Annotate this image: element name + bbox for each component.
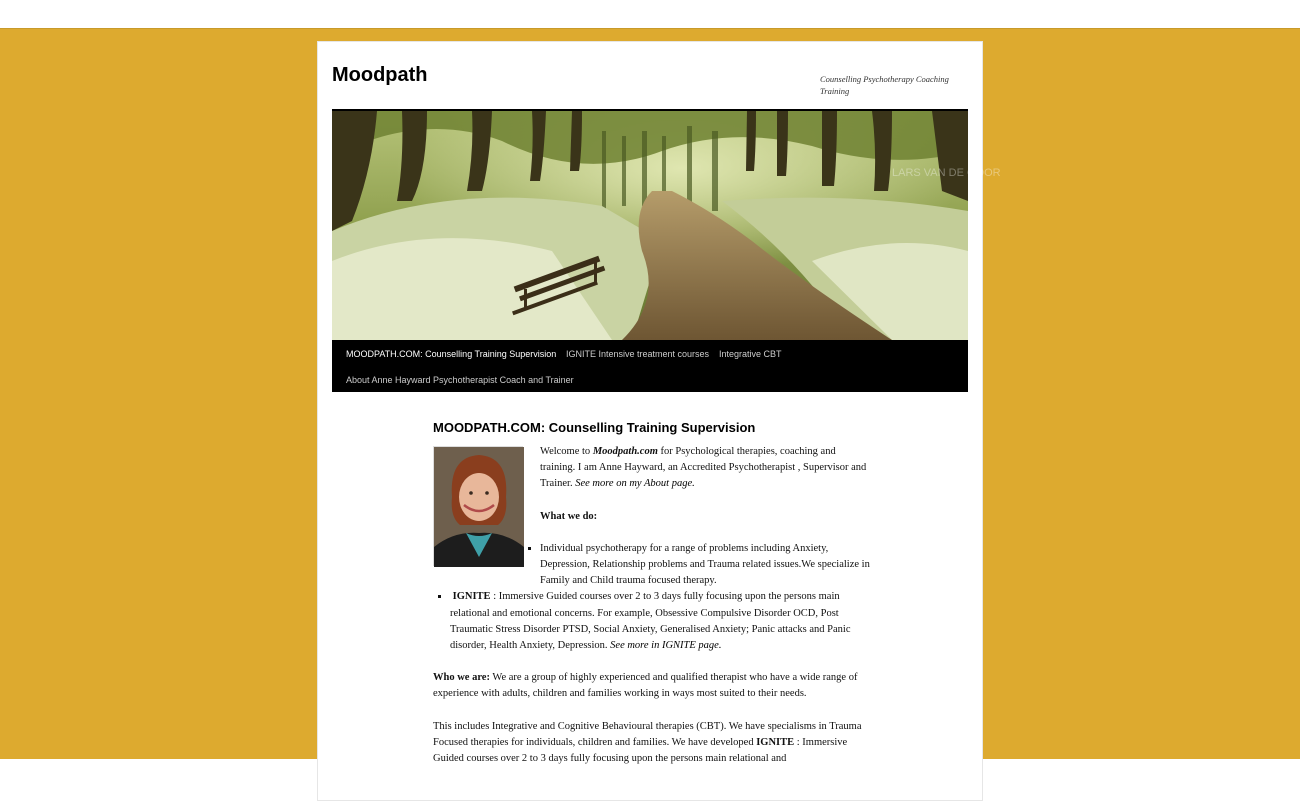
ignite-label: IGNITE xyxy=(452,591,491,603)
services-list-continued xyxy=(450,589,873,654)
site-description: Counselling Psychotherapy Coaching Training xyxy=(820,74,949,96)
browser-viewport xyxy=(0,28,1300,765)
list-item-ignite: ▪ IGNITE : Immersive Guided courses over 2 to 3 days fully focusing upon the persons main relational and emotional concerns. For example, Obsessive Compulsive Disorder OCD, Post Traumatic Stress Disorder PTSD, Social Anxiety, Generalised Anxiety; Panic attacks and Panic disorder, Health Anxiety, Depression. See more in IGNITE page. xyxy=(450,589,873,654)
nav-item-ignite[interactable]: IGNITE Intensive treatment courses xyxy=(566,349,710,359)
ignite-page-link[interactable]: See more in IGNITE page. xyxy=(610,640,722,652)
nav-item-about[interactable]: About Anne Hayward Psychotherapist Coach and Trainer xyxy=(346,375,574,385)
who-we-are-label: Who we are: xyxy=(433,672,490,684)
list-item-psychotherapy: ▪ Individual psychotherapy for a range of problems including Anxiety, Depression, Relationship problems and Trauma related issues.We specialize in Family and Child trauma focused therapy. xyxy=(539,541,873,590)
nav-item-home[interactable]: MOODPATH.COM: Counselling Training Supervision xyxy=(346,349,557,359)
entry-title: MOODPATH.COM: Counselling Training Supervision xyxy=(433,420,756,435)
nav-item-integrative-cbt[interactable]: Integrative CBT xyxy=(719,349,782,359)
header-image xyxy=(332,109,1001,340)
main-navigation xyxy=(332,340,968,392)
services-list xyxy=(539,541,873,590)
forest-path-image xyxy=(332,111,1001,340)
portrait-photo xyxy=(433,446,523,566)
watermark-text: LARS VAN DE GOOR xyxy=(892,167,1001,179)
welcome-text: for Psychological therapies, coaching and training. I am Anne Hayward, an Accredited Psychotherapist , Supervisor and Trainer. xyxy=(540,446,867,490)
entry-content xyxy=(433,418,873,783)
page-wrapper xyxy=(317,41,1001,801)
about-page-link[interactable]: See more on my About page. xyxy=(575,478,695,490)
includes-paragraph: This includes Integrative and Cognitive Behavioural therapies (CBT). We have specialisms in Trauma Focused therapies for individuals, children and families. We have developed IGNITE : Immersive Guided courses over 2 to 3 days fully focusing upon the persons main relational and xyxy=(433,720,862,765)
what-we-do-heading: What we do: xyxy=(540,510,598,522)
who-we-are-paragraph: Who we are: We are a group of highly experienced and qualified therapist who have a wide range of experience with adults, children and families working in ways most suited to their needs. xyxy=(433,672,858,700)
site-title[interactable]: Moodpath xyxy=(332,64,428,86)
site-name-emphasis: Moodpath.com xyxy=(592,446,658,457)
welcome-prefix: Welcome to xyxy=(540,446,593,457)
